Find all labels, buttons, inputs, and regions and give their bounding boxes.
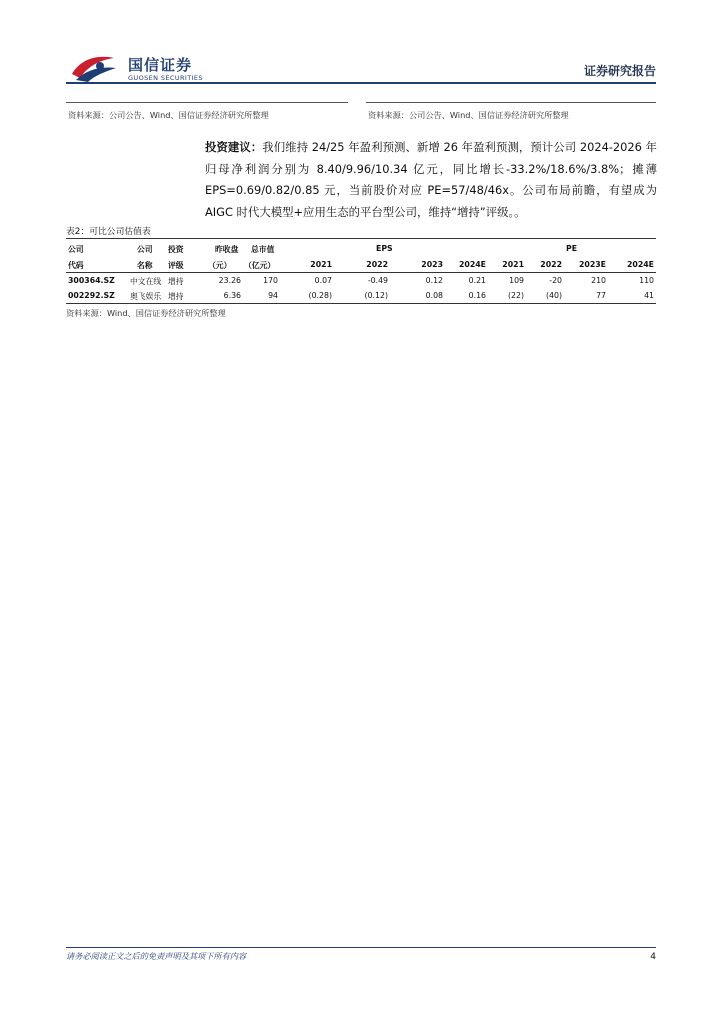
header-code-1: 公司 (68, 245, 84, 254)
header-name-2: 名称 (137, 261, 153, 270)
row-eps: -0.49 (367, 276, 388, 285)
table-bottom-rule (66, 303, 656, 304)
header-pe-year: 2023E (578, 260, 606, 269)
row-rating: 增持 (168, 292, 184, 301)
header-code-2: 代码 (68, 261, 84, 270)
row-eps: 0.08 (425, 291, 443, 300)
row-name: 中文在线 (130, 277, 162, 286)
row-pe: 41 (644, 291, 654, 300)
row-mcap: 94 (268, 291, 278, 300)
table-top-rule (66, 238, 656, 239)
logo-en-text: GUOSEN SECURITIES (128, 74, 203, 82)
table-header-rule (66, 272, 656, 273)
header-pe: PE (566, 244, 578, 253)
row-mcap: 170 (263, 276, 278, 285)
page-header (66, 50, 656, 90)
row-pe: 110 (639, 276, 654, 285)
row-eps: (0.28) (308, 291, 332, 300)
header-close-2: （元） (208, 261, 232, 270)
footer-divider (66, 947, 656, 948)
footer-disclaimer: 请务必阅读正文之后的免责声明及其项下所有内容 (66, 951, 247, 961)
row-pe: (40) (545, 291, 562, 300)
header-pe-year: 2024E (626, 260, 654, 269)
header-eps-year: 2023 (421, 260, 443, 269)
row-name: 奥飞娱乐 (130, 292, 162, 301)
row-eps: 0.12 (425, 276, 443, 285)
header-pe-year: 2021 (502, 260, 524, 269)
row-rating: 增持 (168, 277, 184, 286)
header-divider (66, 82, 656, 84)
header-eps: EPS (376, 244, 393, 253)
page-number: 4 (650, 952, 656, 962)
table-source: 资料来源：Wind、国信证券经济研究所整理 (66, 308, 226, 318)
row-eps: 0.07 (314, 276, 332, 285)
report-type: 证券研究报告 (583, 64, 656, 78)
investment-paragraph (205, 137, 657, 223)
row-close: 23.26 (218, 276, 241, 285)
header-name-1: 公司 (137, 245, 153, 254)
source-divider-right (366, 102, 656, 103)
row-close: 6.36 (223, 291, 241, 300)
investment-text: 我们维持 24/25 年盈利预测、新增 26 年盈利预测，预计公司 2024-2026 年归母净利润分别为 8.40/9.96/10.34 亿元，同比增长-33.2%/18.6%/3.8%；摊薄 EPS=0.69/0.82/0.85 元，当前股价对应 PE=57/48/46x。公司布局前瞻，有望成为 AIGC 时代大模型+应用生态的平台型公司，维持“增持”评级。。 (205, 140, 657, 219)
table-title: 表2：可比公司估值表 (66, 227, 151, 237)
header-mcap-2: （亿元） (244, 261, 276, 270)
header-mcap-1: 总市值 (251, 245, 275, 254)
row-eps: 0.21 (468, 276, 486, 285)
header-eps-year: 2022 (366, 260, 388, 269)
logo-cn-text: 国信证券 (128, 56, 193, 74)
header-close-1: 昨收盘 (215, 245, 239, 254)
row-pe: 210 (591, 276, 606, 285)
header-pe-year: 2022 (540, 260, 562, 269)
investment-label: 投资建议： (205, 140, 263, 154)
header-eps-year: 2024E (458, 260, 486, 269)
row-code: 300364.SZ (68, 276, 115, 285)
row-eps: 0.16 (468, 291, 486, 300)
header-rating-1: 投资 (168, 245, 184, 254)
guosen-logo-icon (70, 52, 118, 82)
header-rating-2: 评级 (168, 261, 184, 270)
source-left: 资料来源：公司公告、Wind、国信证券经济研究所整理 (68, 110, 269, 120)
source-divider-left (66, 102, 348, 103)
row-pe: 77 (596, 291, 606, 300)
row-code: 002292.SZ (68, 291, 115, 300)
header-eps-year: 2021 (310, 260, 332, 269)
row-eps: (0.12) (364, 291, 388, 300)
row-pe: -20 (549, 276, 562, 285)
guosen-logo (66, 50, 226, 86)
row-pe: 109 (509, 276, 524, 285)
source-right: 资料来源：公司公告、Wind、国信证券经济研究所整理 (368, 110, 569, 120)
row-pe: (22) (507, 291, 524, 300)
